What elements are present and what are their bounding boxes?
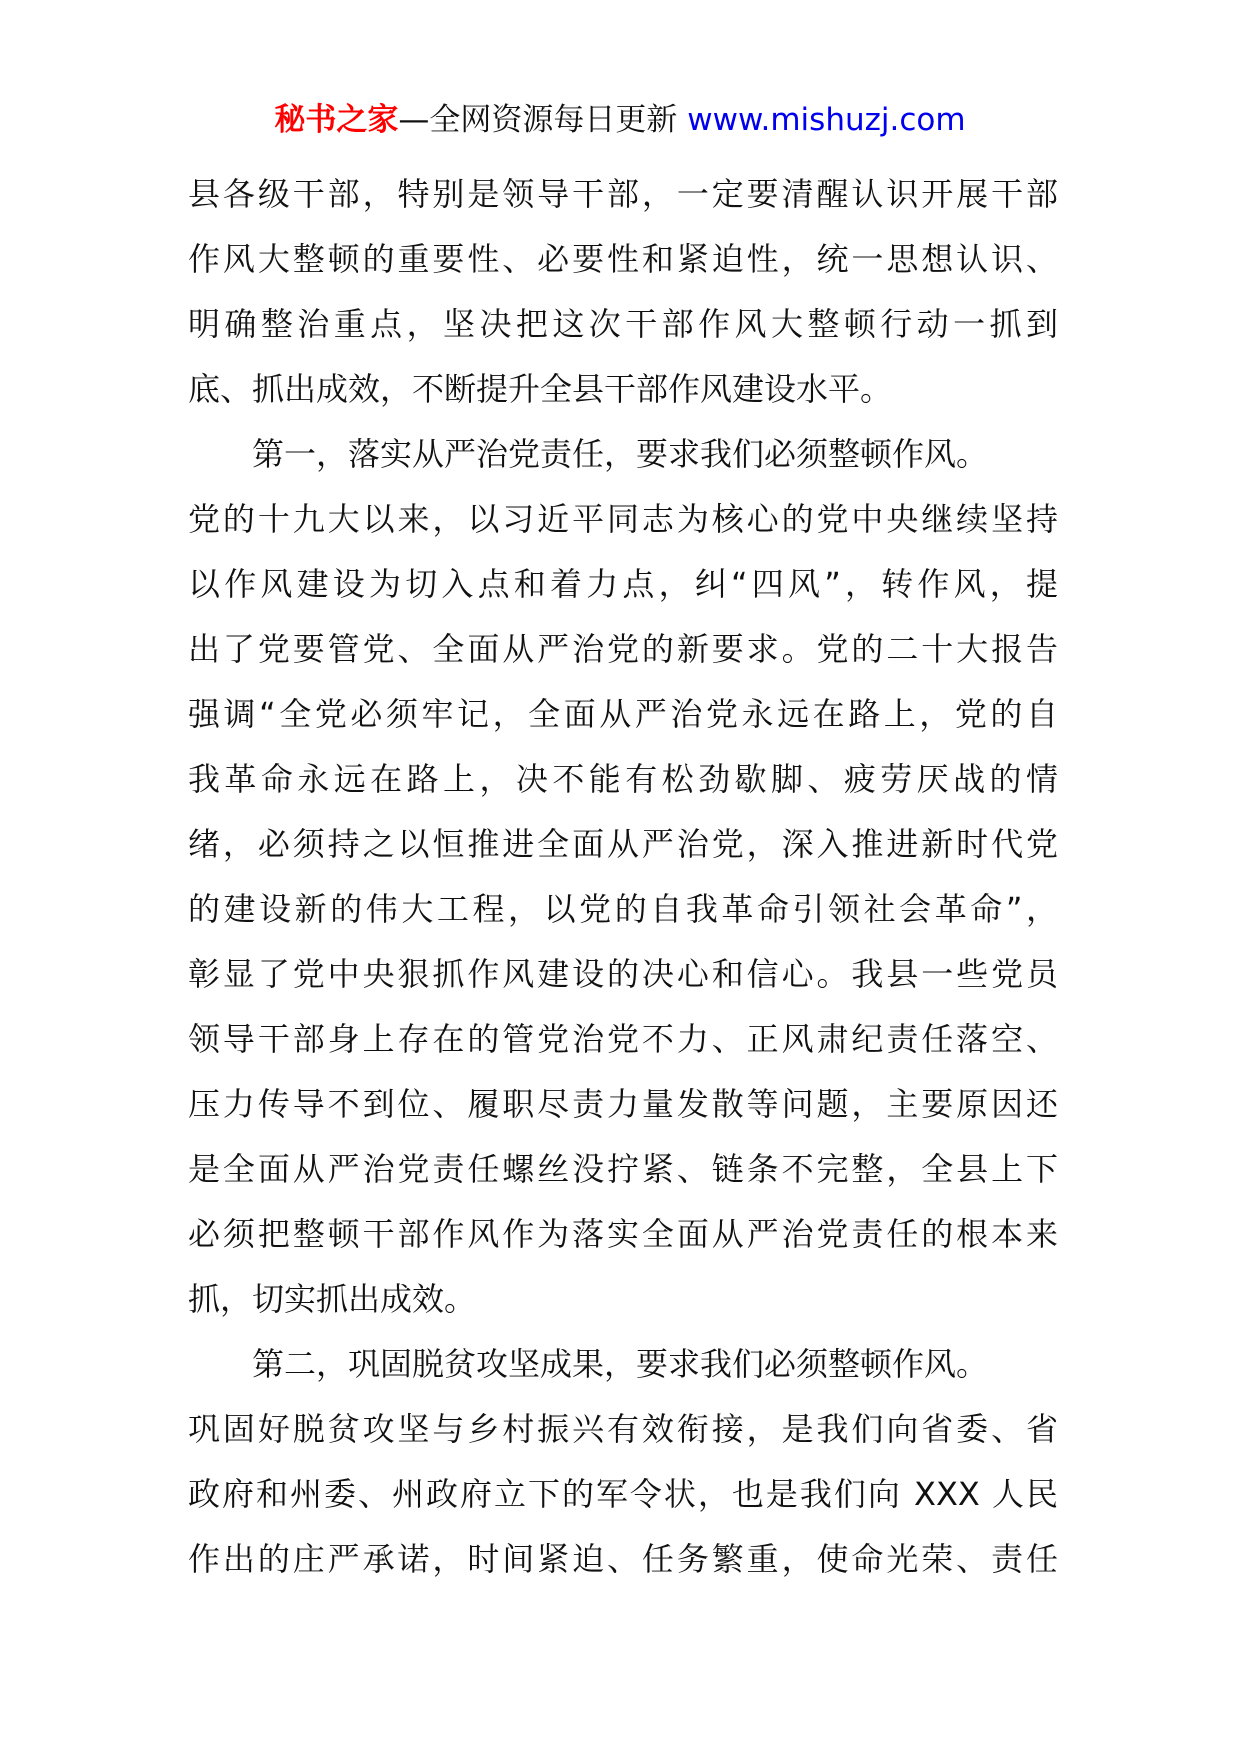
text-line: 巩固好脱贫攻坚与乡村振兴有效衔接，是我们向省委、省: [188, 1410, 1058, 1448]
header-tagline: —全网资源每日更新: [398, 102, 688, 138]
text-line: 出了党要管党、全面从严治党的新要求。党的二十大报告: [188, 630, 1058, 668]
text-line: 第二，巩固脱贫攻坚成果，要求我们必须整顿作风。: [252, 1345, 989, 1383]
text-line: 党的十九大以来，以习近平同志为核心的党中央继续坚持: [188, 500, 1058, 538]
text-line: 县各级干部，特别是领导干部，一定要清醒认识开展干部: [188, 175, 1058, 213]
text-line: 压力传导不到位、履职尽责力量发散等问题，主要原因还: [188, 1085, 1058, 1123]
header-brand: 秘书之家: [274, 102, 399, 138]
text-line: 以作风建设为切入点和着力点，纠“四风”，转作风，提: [188, 565, 1058, 603]
text-line: 强调“全党必须牢记，全面从严治党永远在路上，党的自: [188, 695, 1058, 733]
text-line: 彰显了党中央狠抓作风建设的决心和信心。我县一些党员: [188, 955, 1058, 993]
text-line: 作出的庄严承诺，时间紧迫、任务繁重，使命光荣、责任: [188, 1540, 1058, 1578]
text-line: 政府和州委、州政府立下的军令状，也是我们向 XXX 人民: [188, 1475, 1058, 1513]
text-line: 的建设新的伟大工程，以党的自我革命引领社会革命”，: [188, 890, 1058, 928]
text-line: 明确整治重点，坚决把这次干部作风大整顿行动一抓到: [188, 305, 1058, 343]
text-line: 底、抓出成效，不断提升全县干部作风建设水平。: [188, 370, 893, 408]
text-line: 是全面从严治党责任螺丝没拧紧、链条不完整，全县上下: [188, 1150, 1058, 1188]
header-url-link[interactable]: www.mishuzj.com: [687, 102, 966, 138]
text-line: 抓，切实抓出成效。: [188, 1280, 477, 1318]
text-line: 作风大整顿的重要性、必要性和紧迫性，统一思想认识、: [188, 240, 1058, 278]
document-body: [188, 162, 1058, 1592]
text-line: 我革命永远在路上，决不能有松劲歇脚、疲劳厌战的情: [188, 760, 1058, 798]
text-line: 绪，必须持之以恒推进全面从严治党，深入推进新时代党: [188, 825, 1058, 863]
text-line: 必须把整顿干部作风作为落实全面从严治党责任的根本来: [188, 1215, 1058, 1253]
text-line: 第一，落实从严治党责任，要求我们必须整顿作风。: [252, 435, 989, 473]
page-header: [0, 100, 1240, 140]
text-line: 领导干部身上存在的管党治党不力、正风肃纪责任落空、: [188, 1020, 1058, 1058]
